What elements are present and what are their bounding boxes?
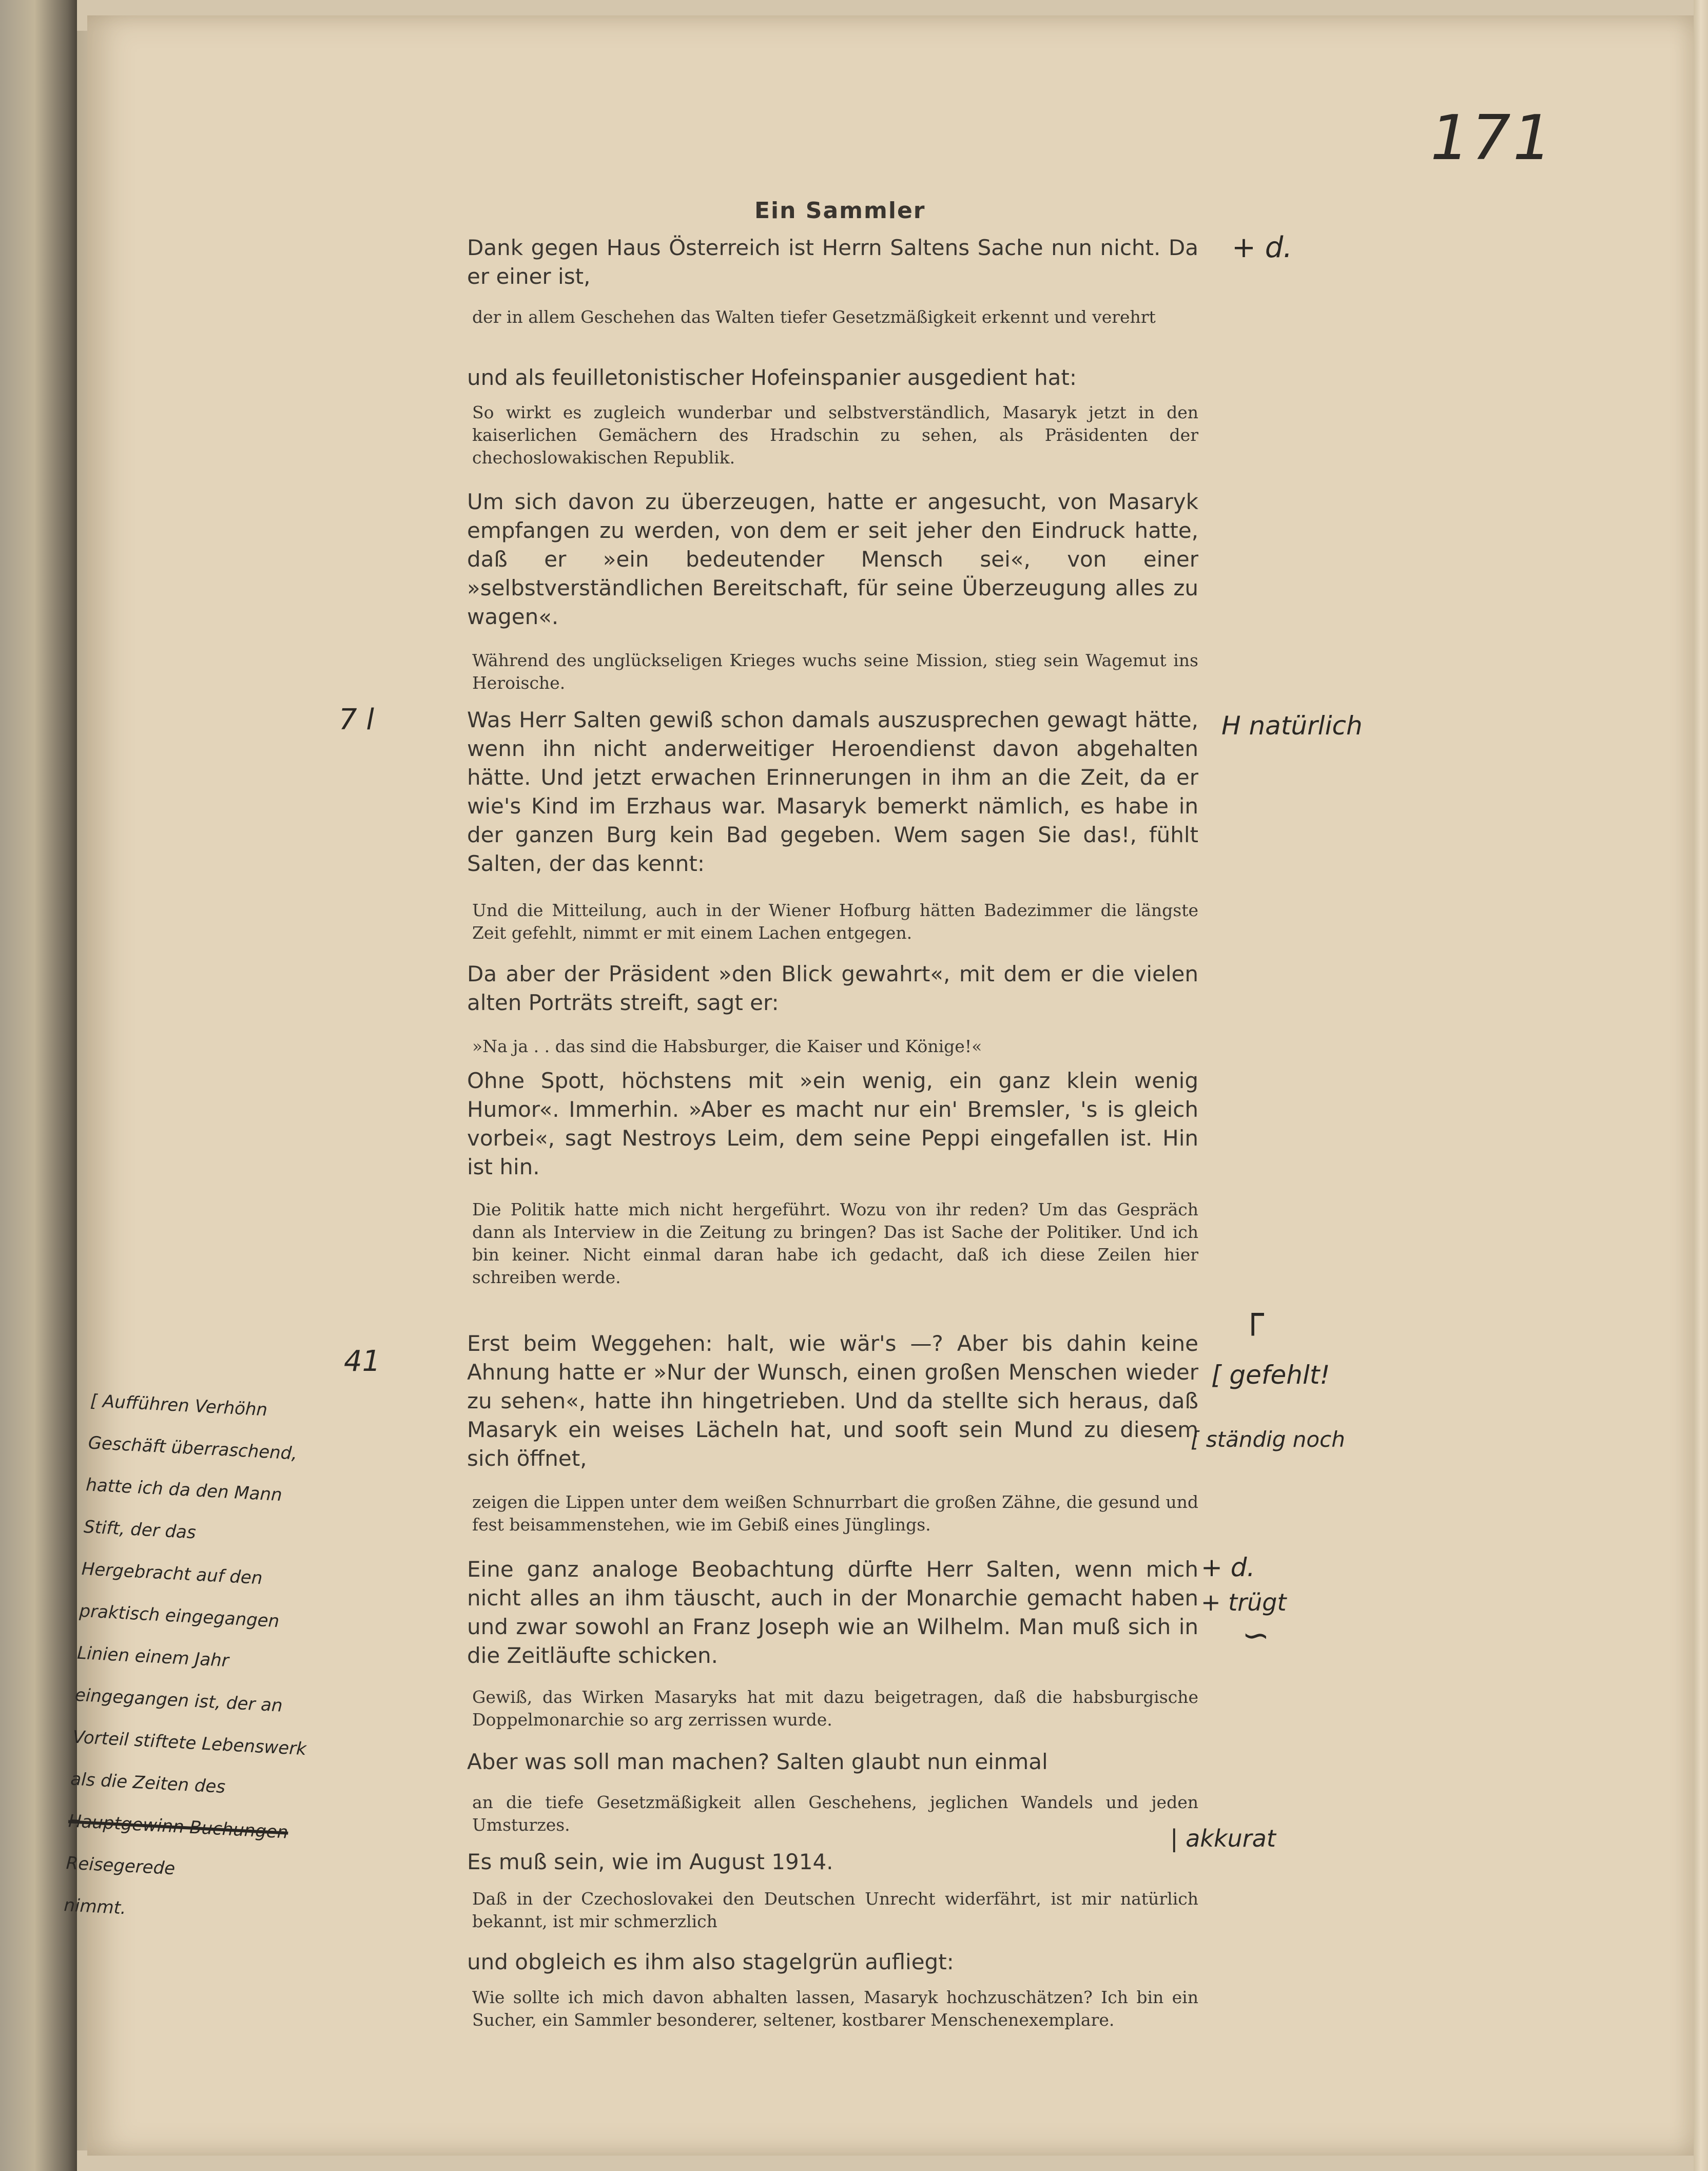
p1-text: Dank gegen Haus Österreich ist Herrn Saltens Sache nun nicht. Da er einer ist,: [467, 235, 1198, 289]
paragraph-4: [467, 401, 1198, 469]
paragraph-8: [467, 899, 1198, 944]
margin-note-line: Reisegerede: [65, 1853, 176, 1879]
annotation-left-13: 41: [344, 1345, 381, 1378]
p15-text: Eine ganz analoge Beobachtung dürfte Herr Salten, wenn mich nicht alles an ihm täuscht, auch in der Monarchie gemacht haben und zwar sowohl an Franz Joseph wie an Wilhelm. Man muß sich in die Zeitläufte schicken.: [467, 1557, 1198, 1668]
p14-text: zeigen die Lippen unter dem weißen Schnurrbart die großen Zähne, die gesund und fest beisammenstehen, wie im Gebiß eines Jünglings.: [472, 1492, 1198, 1535]
annotation-right-7: H natürlich: [1221, 711, 1363, 741]
p21-text: und obgleich es ihm also stagelgrün aufliegt:: [467, 1949, 954, 1974]
p3-text: und als feuilletonistischer Hofeinspanier ausgedient hat:: [467, 365, 1077, 390]
paragraph-11: [467, 1067, 1198, 1181]
paragraph-12: [467, 1198, 1198, 1289]
p22-text: Wie sollte ich mich davon abhalten lassen, Masaryk hochzuschätzen? Ich bin ein Sucher, ein Sammler besonderer, seltener, kostbarer Menschenexemplare.: [472, 1987, 1198, 2030]
page-title: Ein Sammler: [754, 198, 926, 224]
annotation-right-19: | akkurat: [1170, 1825, 1276, 1852]
paragraph-13: [467, 1329, 1198, 1473]
paragraph-16: [467, 1686, 1198, 1731]
margin-note-line: nimmt.: [63, 1895, 127, 1919]
p18-text: an die tiefe Gesetzmäßigkeit allen Geschehens, jeglichen Wandels und jeden Umsturzes.: [472, 1792, 1198, 1835]
page-stack-edge: [1694, 0, 1708, 2171]
margin-note-line: Vorteil stiftete Lebenswerk: [72, 1727, 307, 1760]
paragraph-1: [467, 234, 1198, 291]
p2-text: der in allem Geschehen das Walten tiefer Gesetzmäßigkeit erkennt und verehrt: [472, 307, 1156, 327]
paragraph-20: [467, 1888, 1198, 1933]
p4-text: So wirkt es zugleich wunderbar und selbstverständlich, Masaryk jetzt in den kaiserlichen Gemächern des Hradschin zu sehen, als Präsidenten der chechoslowakischen Republik.: [472, 402, 1198, 468]
margin-note-line: hatte ich da den Mann: [85, 1475, 283, 1506]
p11-text: Ohne Spott, höchstens mit »ein wenig, ein ganz klein wenig Humor«. Immerhin. »Aber es macht nur ein' Bremsler, 's is gleich vorbei«, sagt Nestroys Leim, dem seine Peppi eingefallen ist. Hin ist hin.: [467, 1068, 1198, 1179]
p20-text: Daß in der Czechoslovakei den Deutschen Unrecht widerfährt, ist mir natürlich bekannt, ist mir schmerzlich: [472, 1889, 1198, 1931]
paragraph-10: [467, 1035, 1198, 1058]
p9-text: Da aber der Präsident »den Blick gewahrt«, mit dem er die vielen alten Porträts streift, sagt er:: [467, 961, 1198, 1015]
annotation-right-1: + d.: [1232, 231, 1293, 264]
book-spine: [0, 0, 77, 2171]
p12-text: Die Politik hatte mich nicht hergeführt. Wozu von ihr reden? Um das Gespräch dann als Interview in die Zeitung zu bringen? Das ist Sache der Politiker. Und ich bin keiner. Nicht einmal daran habe ich gedacht, daß ich diese Zeilen hier schreiben werde.: [472, 1199, 1198, 1287]
annotation-right-13c: [ ständig noch: [1191, 1427, 1345, 1452]
paragraph-18: [467, 1791, 1198, 1836]
p5-text: Um sich davon zu überzeugen, hatte er angesucht, von Masaryk empfangen zu werden, von dem er seit jeher den Eindruck hatte, daß er »ein bedeutender Mensch sei«, von einer »selbstverständlichen Bereitschaft, für seine Überzeugung alles zu wagen«.: [467, 489, 1198, 629]
annotation-right-15a: + d.: [1201, 1553, 1255, 1582]
margin-note-line: praktisch eingegangen: [79, 1600, 280, 1632]
p13-text: Erst beim Weggehen: halt, wie wär's —? Aber bis dahin keine Ahnung hatte er »Nur der Wunsch, einen großen Menschen wieder zu sehen«, hatte ihn hingetrieben. Und da stellte sich heraus, daß Masaryk ein weises Lächeln hat, und sooft sein Mund zu diesem sich öffnet,: [467, 1331, 1198, 1471]
margin-note-line: Stift, der das: [83, 1517, 197, 1543]
p17-text: Aber was soll man machen? Salten glaubt nun einmal: [467, 1749, 1048, 1774]
annotation-right-13a: ┌: [1242, 1293, 1264, 1335]
paragraph-15: [467, 1555, 1198, 1670]
margin-note-left: [63, 1380, 332, 1939]
margin-note-line: Geschäft überraschend,: [87, 1432, 298, 1464]
p10-text: »Na ja . . das sind die Habsburger, die Kaiser und Könige!«: [472, 1036, 982, 1056]
p8-text: Und die Mitteilung, auch in der Wiener Hofburg hätten Badezimmer die längste Zeit gefehlt, nimmt er mit einem Lachen entgegen.: [472, 900, 1198, 943]
paragraph-6: [467, 649, 1198, 694]
annotation-right-15c: ∽: [1242, 1617, 1270, 1655]
annotation-right-13b: [ gefehlt!: [1211, 1360, 1330, 1390]
paragraph-5: [467, 488, 1198, 631]
margin-note-line: eingegangen ist, der an: [74, 1684, 283, 1716]
p16-text: Gewiß, das Wirken Masaryks hat mit dazu beigetragen, daß die habsburgische Doppelmonarchie so arg zerrissen wurde.: [472, 1687, 1198, 1730]
margin-note-line-struck: Hauptgewinn Buchungen: [68, 1811, 289, 1843]
paragraph-3: [467, 363, 1198, 392]
paragraph-19: [467, 1848, 1198, 1876]
paragraph-22: [467, 1986, 1198, 2031]
annotation-right-15b: + trügt: [1201, 1588, 1287, 1616]
paragraph-21: [467, 1948, 1198, 1976]
p19-text: Es muß sein, wie im August 1914.: [467, 1849, 833, 1874]
p7-text: Was Herr Salten gewiß schon damals auszusprechen gewagt hätte, wenn ihn nicht anderweitiger Heroendienst davon abgehalten hätte. Und jetzt erwachen Erinnerungen in ihm an die Zeit, da er wie's Kind im Erzhaus war. Masaryk bemerkt nämlich, es habe in der ganzen Burg kein Bad gegeben. Wem sagen Sie das!, fühlt Salten, der das kennt:: [467, 707, 1198, 876]
margin-note-line: als die Zeiten des: [70, 1769, 226, 1798]
margin-note-line: Linien einem Jahr: [76, 1642, 229, 1672]
p6-text: Während des unglückseligen Krieges wuchs seine Mission, stieg sein Wagemut ins Heroische.: [472, 650, 1198, 693]
paragraph-9: [467, 960, 1198, 1017]
paragraph-14: [467, 1491, 1198, 1536]
margin-note-line: [ Aufführen Verhöhn: [90, 1390, 268, 1421]
annotation-left-7: 7 l: [339, 703, 374, 736]
paragraph-17: [467, 1748, 1198, 1776]
paragraph-2: [467, 306, 1198, 328]
margin-note-line: Hergebracht auf den: [81, 1558, 263, 1589]
page-number: 171: [1430, 103, 1554, 174]
paragraph-7: [467, 706, 1198, 878]
